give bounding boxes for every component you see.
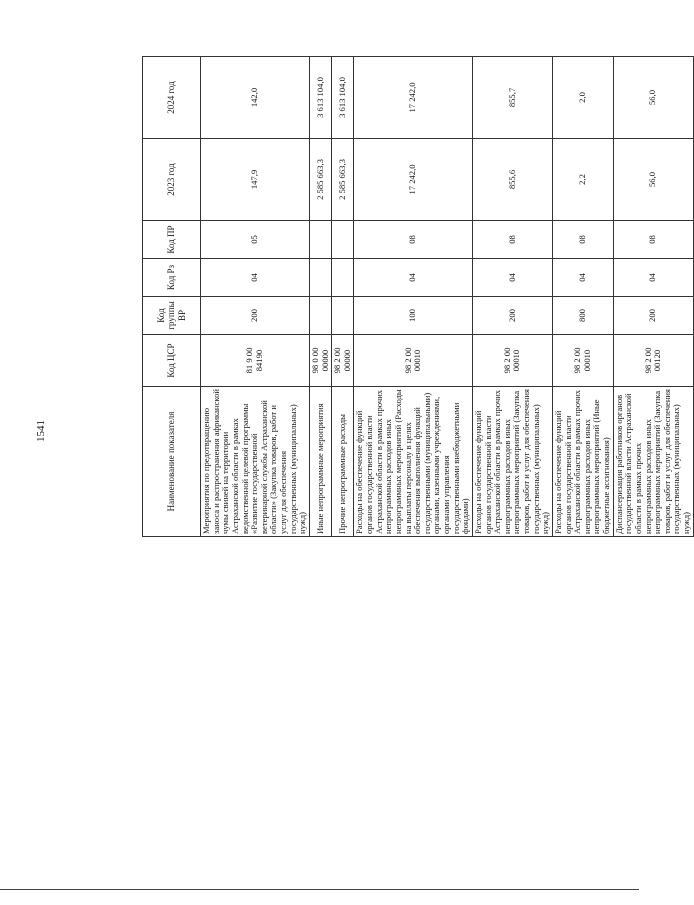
row-rz: 04 [201, 259, 310, 297]
page-number: 1541 [35, 420, 47, 442]
row-rz: 04 [354, 259, 473, 297]
row-csr: 98 0 00 00000 [309, 335, 331, 387]
row-vr [332, 297, 354, 335]
row-pr: 08 [354, 221, 473, 259]
header-2023: 2023 год [143, 139, 201, 221]
row-vr [309, 297, 331, 335]
row-2024: 142,0 [201, 57, 310, 139]
row-name: Иные непрограммные мероприятия [309, 387, 331, 537]
row-2024: 56,0 [613, 57, 693, 139]
header-rz: Код Рз [143, 259, 201, 297]
row-rz [332, 259, 354, 297]
row-pr: 05 [201, 221, 310, 259]
row-csr: 98 2 00 00000 [332, 335, 354, 387]
row-csr: 81 9 00 84190 [201, 335, 310, 387]
row-2024: 3 613 104,0 [332, 57, 354, 139]
row-name: Расходы на обеспечение функций органов государственной власти Астраханской области в рамках прочих непрограммных расходов иных непрограммных мероприятий (Иные бюджетные ассигнования) [552, 387, 613, 537]
row-2023: 147,9 [201, 139, 310, 221]
row-rz: 04 [552, 259, 613, 297]
row-vr: 200 [201, 297, 310, 335]
table-row [613, 57, 693, 537]
row-2023: 2 585 663,3 [332, 139, 354, 221]
row-vr: 100 [354, 297, 473, 335]
row-2024: 2,0 [552, 57, 613, 139]
row-vr: 200 [472, 297, 552, 335]
budget-table-rotated [142, 57, 694, 537]
row-name: Диспансеризация работников органов государственной власти Астраханской области в рамках прочих непрограммных расходов иных непрограммных мероприятий (Закупка товаров, работ и услуг для обеспечения государственных (муниципальных) нужд) [613, 387, 693, 537]
row-csr: 98 2 00 00010 [354, 335, 473, 387]
header-2024: 2024 год [143, 57, 201, 139]
row-vr: 200 [613, 297, 693, 335]
row-2023: 2,2 [552, 139, 613, 221]
table-row [472, 57, 552, 537]
table-row [309, 57, 331, 537]
header-name: Наименование показателя [143, 387, 201, 537]
row-csr: 98 2 00 00120 [613, 335, 693, 387]
row-2023: 855,6 [472, 139, 552, 221]
row-rz: 04 [472, 259, 552, 297]
header-csr: Код ЦСР [143, 335, 201, 387]
row-2024: 855,7 [472, 57, 552, 139]
row-name: Прочие непрограммные расходы [332, 387, 354, 537]
row-rz: 04 [613, 259, 693, 297]
header-vr: Код группы ВР [143, 297, 201, 335]
row-pr [332, 221, 354, 259]
row-name: Расходы на обеспечение функций органов государственной власти Астраханской области в рамках прочих непрограммных расходов иных непрограммных мероприятий (Расходы на выплаты персоналу в целях обеспечения выполнения функций государственными (муниципальными) органами, казенными учреждениями, органами управления государственными внебюджетными фондами) [354, 387, 473, 537]
table-row [332, 57, 354, 537]
row-pr: 08 [472, 221, 552, 259]
table-header-row [143, 57, 201, 537]
row-2023: 2 585 663,3 [309, 139, 331, 221]
row-name: Мероприятия по предотвращению заноса и распространения африканской чумы свиней на территории Астраханской области в рамках ведомственной целевой программы «Развитие государственной ветеринарной службы Астраханской области» (Закупка товаров, работ и услуг для обеспечения государственных (муниципальных) нужд) [201, 387, 310, 537]
header-pr: Код ПР [143, 221, 201, 259]
page-bottom-rule [0, 889, 639, 890]
row-2024: 17 242,0 [354, 57, 473, 139]
table-row [354, 57, 473, 537]
row-csr: 98 2 00 00010 [472, 335, 552, 387]
row-2023: 17 242,0 [354, 139, 473, 221]
row-pr: 08 [613, 221, 693, 259]
row-name: Расходы на обеспечение функций органов государственной власти Астраханской области в рамках прочих непрограммных расходов иных непрограммных мероприятий (Закупка товаров, работ и услуг для обеспечения государственных (муниципальных) нужд) [472, 387, 552, 537]
row-pr [309, 221, 331, 259]
table-row [552, 57, 613, 537]
row-rz [309, 259, 331, 297]
row-2023: 56,0 [613, 139, 693, 221]
table-row [201, 57, 310, 537]
row-vr: 800 [552, 297, 613, 335]
row-2024: 3 613 104,0 [309, 57, 331, 139]
row-pr: 08 [552, 221, 613, 259]
row-csr: 98 2 00 00010 [552, 335, 613, 387]
budget-table [142, 56, 694, 537]
